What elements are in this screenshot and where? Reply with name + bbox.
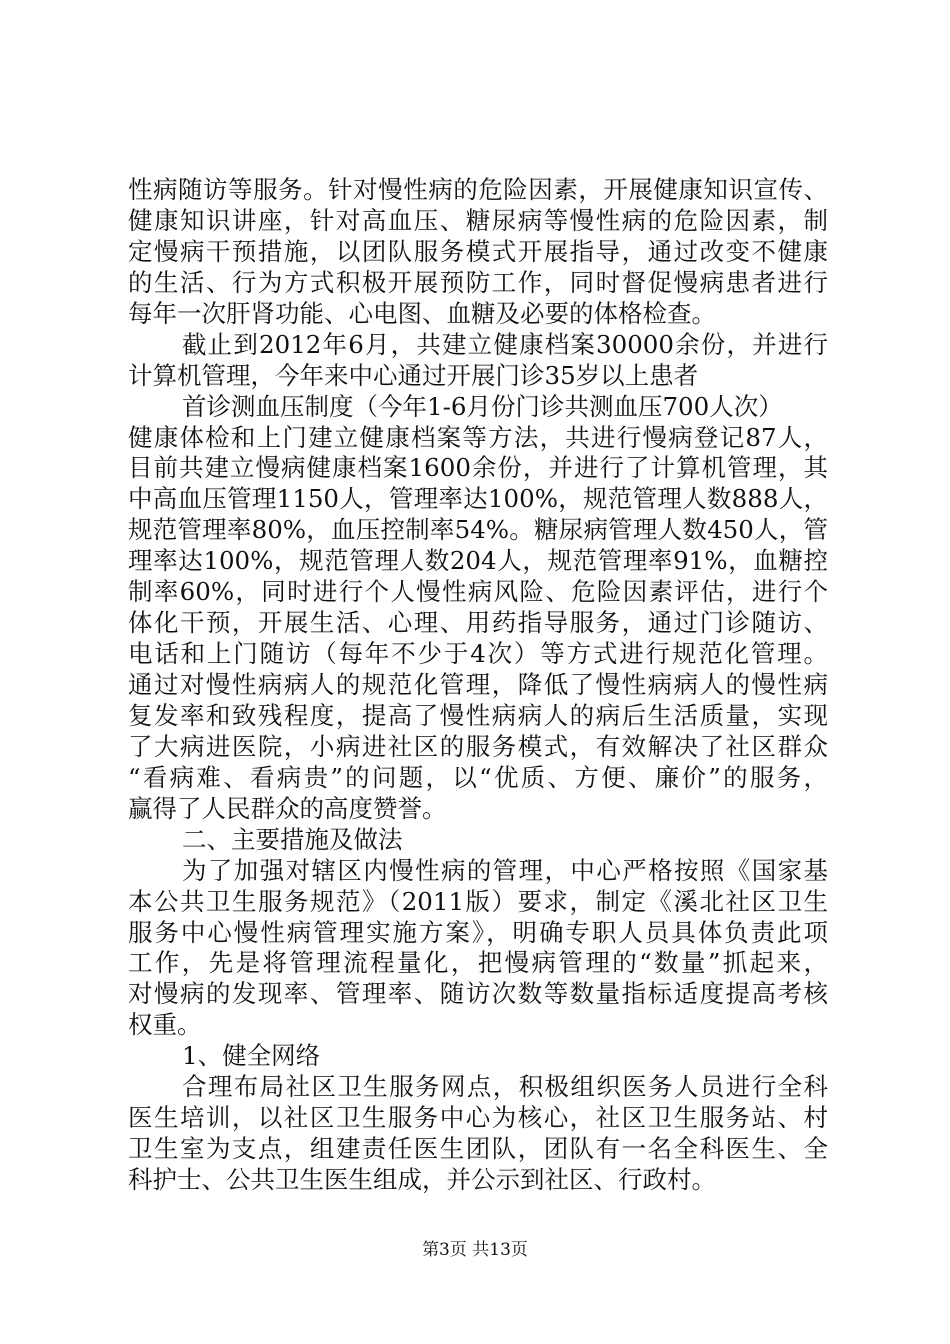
text-line: 医生培训，以社区卫生服务中心为核心，社区卫生服务站、村: [128, 1103, 828, 1132]
text-line: 中高血压管理1150人，管理率达100%，规范管理人数888人，: [128, 484, 828, 513]
text-line: “看病难、看病贵”的问题，以“优质、方便、廉价”的服务，: [128, 763, 828, 792]
text-line: 截止到2012年6月，共建立健康档案30000余份，并进行: [182, 330, 828, 359]
text-line: 复发率和致残程度，提高了慢性病病人的病后生活质量，实现: [128, 701, 828, 730]
text-line: 服务中心慢性病管理实施方案》，明确专职人员具体负责此项: [128, 918, 828, 947]
text-line: 目前共建立慢病健康档案1600余份，并进行了计算机管理，其: [128, 453, 828, 482]
text-line: 制率60%，同时进行个人慢性病风险、危险因素评估，进行个: [128, 577, 828, 606]
text-line: 电话和上门随访（每年不少于4次）等方式进行规范化管理。: [128, 639, 828, 668]
text-line: 计算机管理，今年来中心通过开展门诊35岁以上患者: [128, 361, 699, 390]
text-line: 规范管理率80%，血压控制率54%。糖尿病管理人数450人，管: [128, 515, 828, 544]
text-line: 卫生室为支点，组建责任医生团队，团队有一名全科医生、全: [128, 1134, 828, 1163]
text-line: 科护士、公共卫生医生组成，并公示到社区、行政村。: [128, 1165, 716, 1194]
text-line: 权重。: [128, 1010, 202, 1039]
text-line: 性病随访等服务。针对慢性病的危险因素，开展健康知识宣传、: [128, 175, 828, 204]
text-line: 健康体检和上门建立健康档案等方法，共进行慢病登记87人，: [128, 423, 828, 452]
text-line: 首诊测血压制度（今年1-6月份门诊共测血压700人次）: [182, 392, 783, 421]
text-line: 的生活、行为方式积极开展预防工作，同时督促慢病患者进行: [128, 268, 828, 297]
section-heading: 二、主要措施及做法: [182, 825, 403, 854]
text-line: 为了加强对辖区内慢性病的管理，中心严格按照《国家基: [182, 856, 828, 885]
text-line: 健康知识讲座，针对高血压、糖尿病等慢性病的危险因素，制: [128, 206, 828, 235]
text-line: 赢得了人民群众的高度赞誉。: [128, 794, 447, 823]
text-line: 定慢病干预措施，以团队服务模式开展指导，通过改变不健康: [128, 237, 828, 266]
text-line: 合理布局社区卫生服务网点，积极组织医务人员进行全科: [182, 1072, 828, 1101]
text-line: 体化干预，开展生活、心理、用药指导服务，通过门诊随访、: [128, 608, 828, 637]
text-line: 了大病进医院，小病进社区的服务模式，有效解决了社区群众: [128, 732, 828, 761]
text-line: 对慢病的发现率、管理率、随访次数等数量指标适度提高考核: [128, 979, 828, 1008]
text-line: 工作，先是将管理流程量化，把慢病管理的“数量”抓起来，: [128, 948, 828, 977]
text-line: 通过对慢性病病人的规范化管理，降低了慢性病病人的慢性病: [128, 670, 828, 699]
text-line: 理率达100%，规范管理人数204人，规范管理率91%，血糖控: [128, 546, 828, 575]
subsection-heading: 1、健全网络: [182, 1041, 321, 1070]
page-footer: 第3页 共13页: [422, 1240, 528, 1260]
text-line: 本公共卫生服务规范》（2011版）要求，制定《溪北社区卫生: [128, 887, 828, 916]
text-line: 每年一次肝肾功能、心电图、血糖及必要的体格检查。: [128, 299, 716, 328]
